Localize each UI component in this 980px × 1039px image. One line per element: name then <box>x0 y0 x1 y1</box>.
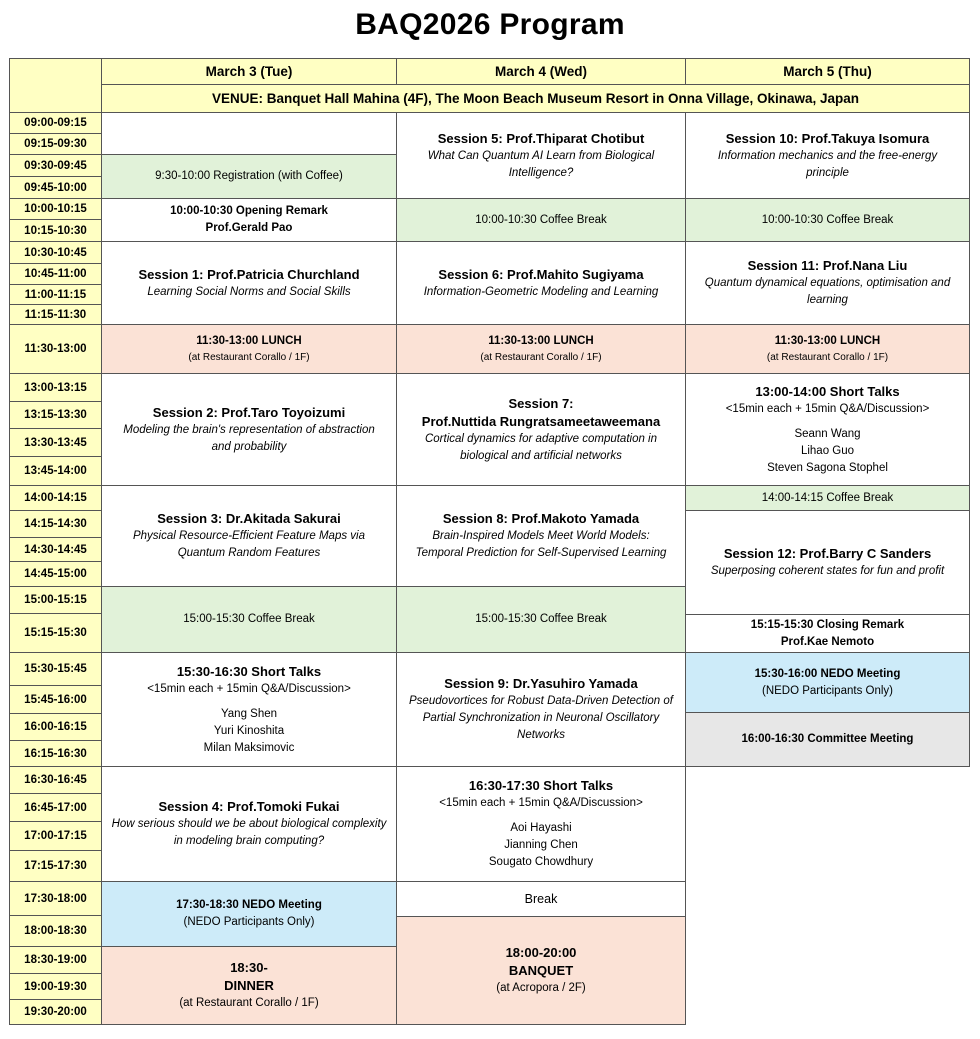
cell-heading: Session 12: Prof.Barry C Sanders <box>723 546 932 561</box>
cell-text: Cortical dynamics for adaptive computation in <box>424 432 658 445</box>
cell-heading: 11:30-13:00 LUNCH <box>774 335 881 347</box>
cell-heading: 18:30- <box>230 960 268 975</box>
time-slot <box>9 485 102 511</box>
time-slot <box>9 154 102 177</box>
cell-text: Brain-Inspired Models Meet World Models: <box>432 530 650 542</box>
cell-text: Seann Wang <box>794 427 861 440</box>
day-header-label: March 5 (Thu) <box>783 64 872 79</box>
time-slot-label: 17:00-17:15 <box>24 830 87 842</box>
cell-text: Lihao Guo <box>800 444 855 457</box>
time-slot-label: 09:30-09:45 <box>24 159 87 172</box>
banquet-block <box>396 916 686 1025</box>
time-slot-label: 15:30-15:45 <box>24 663 87 675</box>
time-slot <box>9 740 102 767</box>
time-slot <box>9 428 102 457</box>
time-slot-label: 13:30-13:45 <box>24 436 87 449</box>
time-slot <box>9 401 102 429</box>
cell-heading: 16:00-16:30 Committee Meeting <box>741 733 914 745</box>
cell-text: Information-Geometric Modeling and Learning <box>423 285 659 298</box>
header-corner <box>9 58 102 113</box>
cell-text: Networks <box>517 729 565 741</box>
cell-text: (NEDO Participants Only) <box>183 916 315 928</box>
time-slot <box>9 198 102 220</box>
cell-text: Quantum dynamical equations, optimisation and <box>704 277 951 289</box>
cell-heading: Session 8: Prof.Makoto Yamada <box>442 511 640 526</box>
time-slot <box>9 112 102 134</box>
opening-remark-block <box>101 198 397 242</box>
cell-heading: DINNER <box>224 978 274 993</box>
time-slot <box>9 219 102 242</box>
cell-heading: 17:30-18:30 NEDO Meeting <box>176 899 322 911</box>
lunch-block <box>685 324 970 374</box>
session-block <box>685 510 970 615</box>
cell-text: principle <box>806 166 849 179</box>
day-header-label: March 3 (Tue) <box>205 64 293 79</box>
cell-text: (at Acropora / 2F) <box>496 982 586 994</box>
time-slot <box>9 999 102 1025</box>
short-talks-block <box>396 766 686 882</box>
time-slot-label: 17:30-18:00 <box>24 892 87 905</box>
cell-heading: Session 1: Prof.Patricia Churchland <box>138 266 360 282</box>
venue-banner <box>101 84 970 113</box>
time-slot <box>9 263 102 285</box>
time-slot <box>9 685 102 714</box>
coffee-break-block <box>396 198 686 242</box>
cell-text: 10:00-10:30 Coffee Break <box>475 213 607 226</box>
day-header <box>396 58 686 85</box>
time-slot <box>9 304 102 325</box>
short-talks-block <box>101 652 397 767</box>
committee-meeting-block <box>685 712 970 767</box>
cell-text: Sougato Chowdhury <box>488 856 594 868</box>
time-slot <box>9 537 102 562</box>
cell-heading: Session 9: Dr.Yasuhiro Yamada <box>444 676 638 691</box>
cell-text: Superposing coherent states for fun and profit <box>710 565 945 577</box>
cell-text: Milan Maksimovic <box>203 741 295 754</box>
time-slot <box>9 133 102 155</box>
cell-text: Steven Sagona Stophel <box>767 461 888 474</box>
time-slot <box>9 586 102 614</box>
cell-text: Partial Synchronization in Neuronal Oscillatory <box>422 712 660 724</box>
time-slot-label: 11:15-11:30 <box>24 308 87 321</box>
time-slot <box>9 881 102 916</box>
time-slot-label: 15:15-15:30 <box>24 627 87 639</box>
time-slot <box>9 915 102 947</box>
time-slot-label: 16:30-16:45 <box>24 774 87 786</box>
cell-heading: Session 6: Prof.Mahito Sugiyama <box>438 266 644 282</box>
session-block <box>396 241 686 325</box>
cell-heading: Session 10: Prof.Takuya Isomura <box>725 130 930 146</box>
cell-text: Pseudovortices for Robust Data-Driven Detection of <box>409 695 673 707</box>
session-block <box>396 485 686 587</box>
cell-text: Learning Social Norms and Social Skills <box>147 285 351 298</box>
dinner-block <box>101 946 397 1025</box>
time-slot <box>9 713 102 741</box>
cell-heading: Session 11: Prof.Nana Liu <box>747 258 908 273</box>
cell-text: biological and artificial networks <box>460 449 622 462</box>
time-slot-label: 18:30-19:00 <box>24 954 87 966</box>
cell-text: 10:00-10:30 Coffee Break <box>761 213 894 226</box>
cell-text: (at Restaurant Corallo / 1F) <box>480 352 602 363</box>
cell-text: 15:00-15:30 Coffee Break <box>183 613 315 625</box>
cell-text: and probability <box>211 440 287 453</box>
coffee-break-block <box>685 198 970 242</box>
cell-heading: Session 2: Prof.Taro Toyoizumi <box>152 404 346 420</box>
cell-heading: 13:00-14:00 Short Talks <box>755 383 900 399</box>
session-block <box>396 112 686 199</box>
coffee-break-block <box>685 485 970 511</box>
time-slot-label: 09:15-09:30 <box>24 138 87 150</box>
time-slot <box>9 324 102 374</box>
cell-text: How serious should we be about biological complexity <box>111 818 387 830</box>
cell-text: in modeling brain computing? <box>173 835 325 847</box>
nedo-meeting-block <box>685 652 970 713</box>
page-title: BAQ2026 Program <box>355 8 625 41</box>
time-slot-label: 10:30-10:45 <box>24 246 87 259</box>
cell-heading: Session 7: <box>508 395 574 411</box>
time-slot-label: 14:00-14:15 <box>24 492 87 504</box>
cell-text: Yuri Kinoshita <box>213 724 285 737</box>
cell-text: Temporal Prediction for Self-Supervised Learning <box>415 547 667 559</box>
venue-text: VENUE: Banquet Hall Mahina (4F), The Moon Beach Museum Resort in Onna Village, Okinawa, Japan <box>211 91 860 106</box>
cell-text: Quantum Random Features <box>177 547 321 559</box>
time-slot <box>9 973 102 1000</box>
cell-text: (at Restaurant Corallo / 1F) <box>766 352 889 363</box>
day-header-label: March 4 (Wed) <box>494 64 587 79</box>
cell-heading: 15:30-16:30 Short Talks <box>176 663 322 679</box>
time-slot-label: 15:00-15:15 <box>24 594 87 606</box>
cell-heading: Session 3: Dr.Akitada Sakurai <box>157 511 341 526</box>
cell-text: learning <box>807 294 848 306</box>
time-slot-label: 13:15-13:30 <box>24 409 87 421</box>
session-block <box>685 241 970 325</box>
cell-heading: 15:15-15:30 Closing Remark <box>750 618 905 631</box>
time-slot-label: 10:00-10:15 <box>24 203 87 215</box>
time-slot <box>9 766 102 794</box>
time-slot-label: 10:15-10:30 <box>24 224 87 237</box>
time-slot <box>9 510 102 538</box>
cell-text: Break <box>524 891 558 906</box>
cell-heading: 11:30-13:00 LUNCH <box>196 335 302 347</box>
cell-text: Aoi Hayashi <box>510 822 572 834</box>
session-block <box>101 373 397 486</box>
lunch-block <box>101 324 397 374</box>
time-slot-label: 16:00-16:15 <box>24 721 87 733</box>
time-slot-label: 16:15-16:30 <box>24 747 87 760</box>
time-slot <box>9 652 102 686</box>
cell-heading: 15:30-16:00 NEDO Meeting <box>754 667 901 680</box>
time-slot-label: 14:15-14:30 <box>24 518 87 530</box>
time-slot-label: 19:30-20:00 <box>24 1006 87 1018</box>
time-slot <box>9 241 102 264</box>
cell-heading: 18:00-20:00 <box>505 945 577 960</box>
break-block <box>396 881 686 917</box>
time-slot-label: 16:45-17:00 <box>24 801 87 814</box>
session-block <box>396 373 686 486</box>
session-block <box>101 241 397 325</box>
cell-heading: 16:30-17:30 Short Talks <box>468 778 614 793</box>
time-slot <box>9 456 102 486</box>
registration-block <box>101 154 397 199</box>
time-slot-label: 11:30-13:00 <box>24 343 87 355</box>
cell-text: <15min each + 15min Q&A/Discussion> <box>439 797 643 809</box>
time-slot-label: 14:30-14:45 <box>24 543 87 556</box>
time-slot <box>9 821 102 851</box>
cell-heading: Prof.Gerald Pao <box>205 222 293 234</box>
time-slot <box>9 946 102 974</box>
time-slot-label: 09:00-09:15 <box>24 117 87 129</box>
cell-text: Information mechanics and the free-energy <box>717 149 938 162</box>
time-slot-label: 13:00-13:15 <box>24 381 87 394</box>
cell-heading: Session 5: Prof.Thiparat Chotibut <box>437 130 645 146</box>
session-block <box>101 766 397 882</box>
coffee-break-block <box>396 586 686 653</box>
cell-text: (at Restaurant Corallo / 1F) <box>179 997 319 1009</box>
time-slot <box>9 561 102 587</box>
cell-heading: 10:00-10:30 Opening Remark <box>170 205 328 217</box>
cell-text: 15:00-15:30 Coffee Break <box>475 613 607 625</box>
time-slot <box>9 284 102 305</box>
cell-heading: Prof.Nuttida Rungratsameetaweemana <box>421 413 661 429</box>
session-block <box>396 652 686 767</box>
time-slot-label: 14:45-15:00 <box>24 568 87 580</box>
cell-text: Modeling the brain's representation of abstraction <box>123 423 375 436</box>
time-slot <box>9 850 102 882</box>
coffee-break-block <box>101 586 397 653</box>
time-slot <box>9 793 102 822</box>
cell-heading: BANQUET <box>508 963 574 978</box>
time-slot-label: 17:15-17:30 <box>24 860 87 872</box>
day-header <box>685 58 970 85</box>
time-slot-label: 18:00-18:30 <box>24 925 87 937</box>
time-slot <box>9 373 102 402</box>
lunch-block <box>396 324 686 374</box>
short-talks-block <box>685 373 970 486</box>
cell-text: Yang Shen <box>220 707 278 720</box>
nedo-meeting-block <box>101 881 397 947</box>
cell-text: Jianning Chen <box>504 839 578 851</box>
time-slot <box>9 176 102 199</box>
time-slot-label: 15:45-16:00 <box>24 693 87 706</box>
time-slot <box>9 613 102 653</box>
empty-cell <box>101 112 397 155</box>
time-slot-label: 11:00-11:15 <box>24 288 87 301</box>
cell-text: What Can Quantum AI Learn from Biological <box>427 149 655 162</box>
cell-heading: Prof.Kae Nemoto <box>780 635 875 648</box>
time-slot-label: 09:45-10:00 <box>24 181 87 194</box>
cell-text: 14:00-14:15 Coffee Break <box>761 491 894 504</box>
closing-remark-block <box>685 614 970 653</box>
cell-heading: 11:30-13:00 LUNCH <box>488 335 594 347</box>
cell-text: Intelligence? <box>508 166 574 179</box>
time-slot-label: 13:45-14:00 <box>24 465 87 477</box>
session-block <box>101 485 397 587</box>
cell-text: Physical Resource-Efficient Feature Maps via <box>132 530 365 542</box>
cell-text: (NEDO Participants Only) <box>761 684 893 697</box>
cell-text: <15min each + 15min Q&A/Discussion> <box>725 402 930 415</box>
cell-text: <15min each + 15min Q&A/Discussion> <box>147 682 351 695</box>
cell-heading: Session 4: Prof.Tomoki Fukai <box>158 799 340 814</box>
time-slot-label: 10:45-11:00 <box>24 268 87 280</box>
cell-text: (at Restaurant Corallo / 1F) <box>188 352 310 363</box>
time-slot-label: 19:00-19:30 <box>24 980 87 993</box>
day-header <box>101 58 397 85</box>
session-block <box>685 112 970 199</box>
cell-text: 9:30-10:00 Registration (with Coffee) <box>155 170 343 182</box>
